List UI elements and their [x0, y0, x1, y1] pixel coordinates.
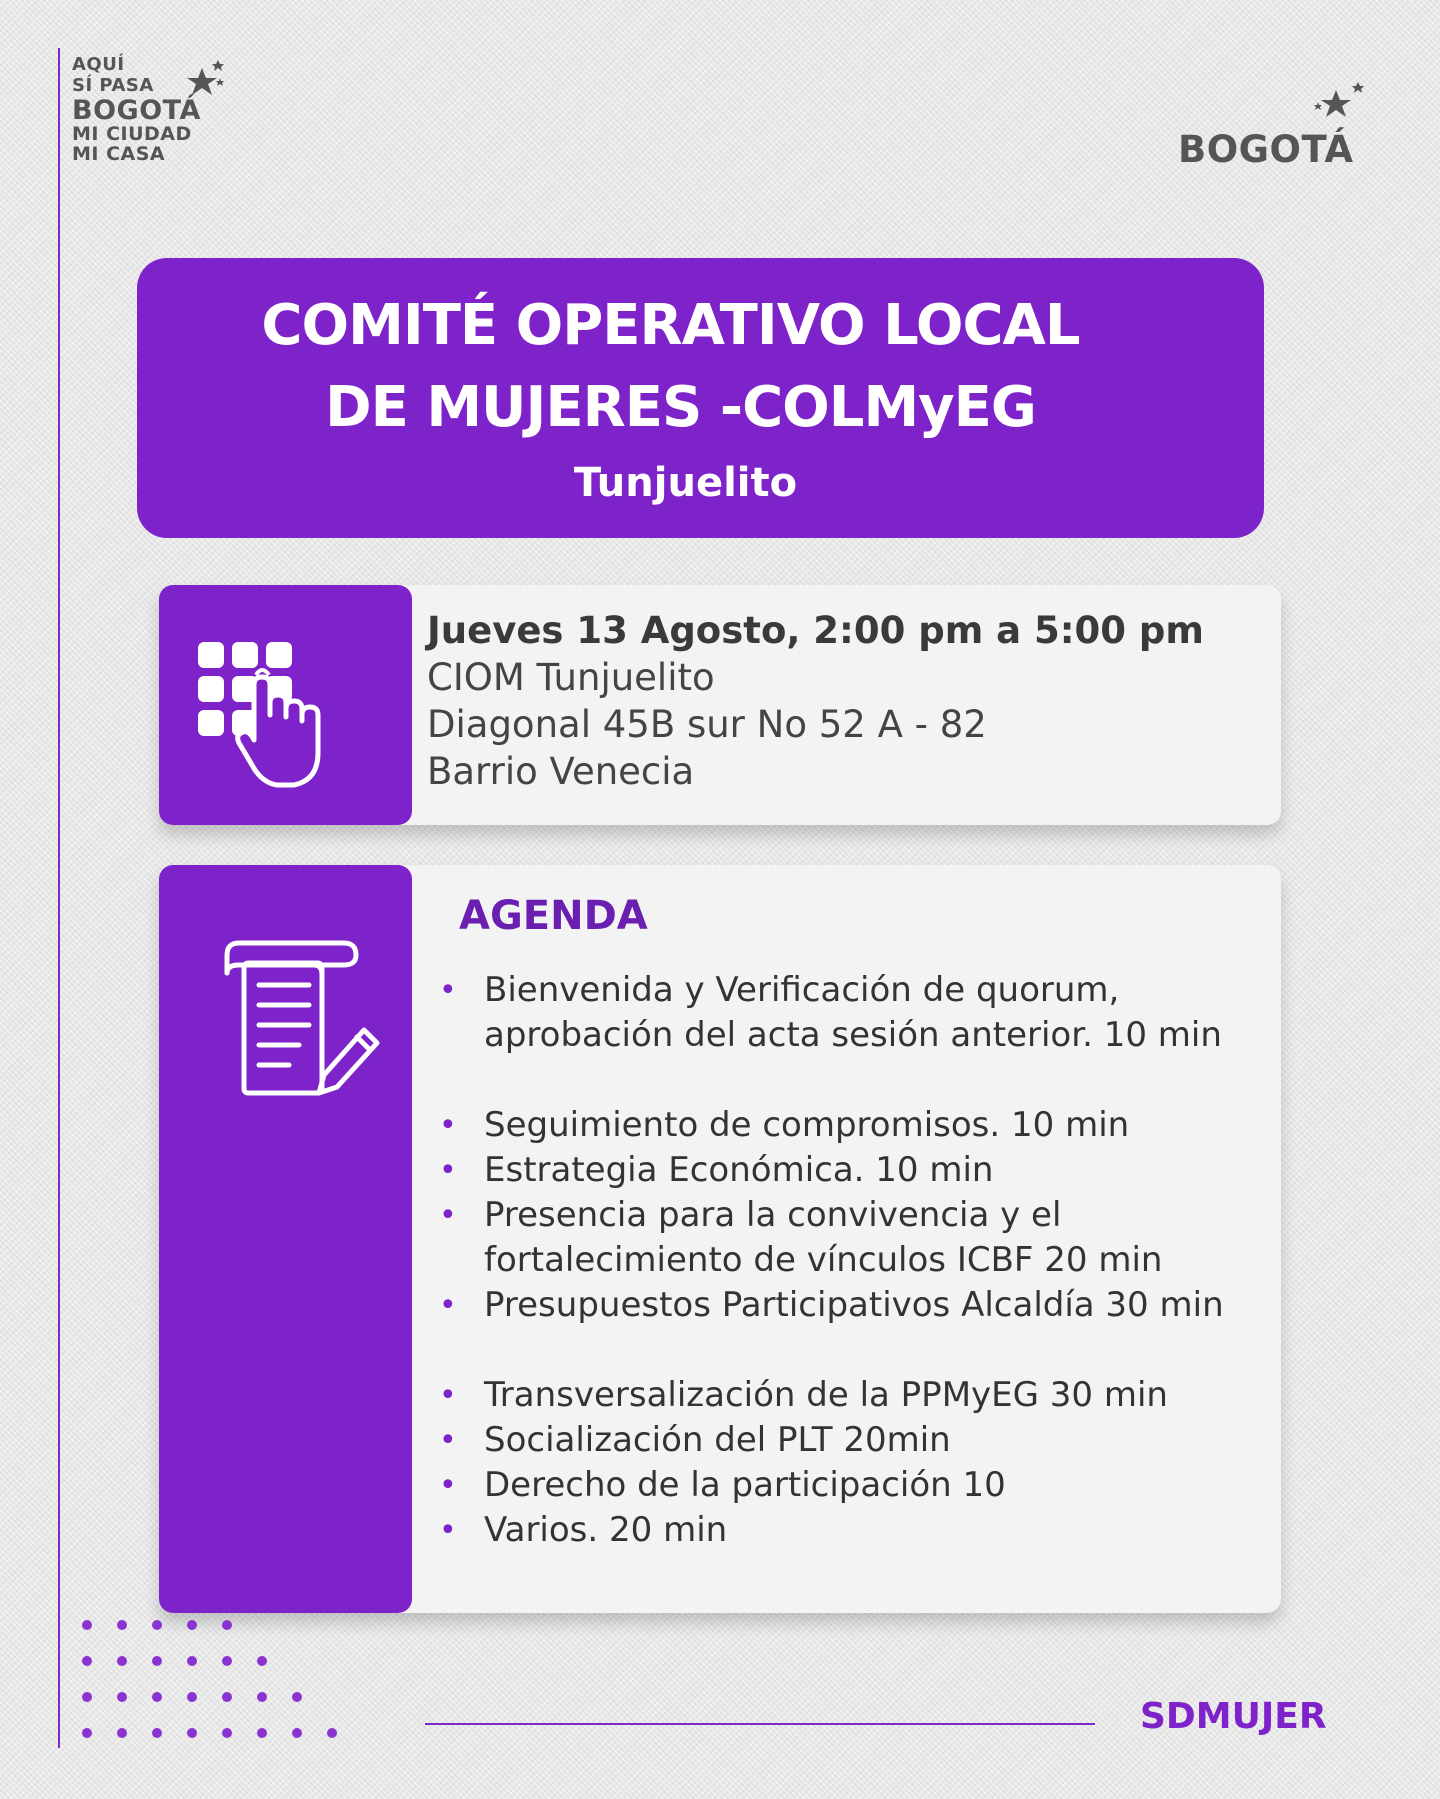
bullet: • — [439, 973, 457, 1008]
agenda-item-text: Varios. 20 min — [484, 1510, 728, 1550]
event-neighborhood: Barrio Venecia — [427, 750, 695, 793]
dot — [327, 1728, 337, 1738]
stars-icon — [1296, 80, 1376, 140]
event-card — [159, 585, 1281, 825]
dot — [152, 1728, 162, 1738]
dot — [82, 1620, 92, 1630]
bullet: • — [439, 1108, 457, 1143]
touch-keypad-icon — [159, 585, 412, 825]
dot — [152, 1692, 162, 1702]
dot — [222, 1620, 232, 1630]
agenda-item-text: Transversalización de la PPMyEG 30 min — [484, 1375, 1168, 1415]
dot — [117, 1620, 127, 1630]
dot — [292, 1728, 302, 1738]
logo-left-line5: MI CASA — [72, 143, 166, 165]
title-line2: DE MUJERES -COLMyEG — [325, 375, 1036, 440]
dot — [152, 1656, 162, 1666]
bullet: • — [439, 1423, 457, 1458]
bullet: • — [439, 1513, 457, 1548]
event-details — [427, 607, 1204, 795]
event-card-side — [159, 585, 412, 825]
bullet: • — [439, 1288, 457, 1323]
bullet: • — [439, 1378, 457, 1413]
footer-rule — [425, 1723, 1095, 1725]
dot — [222, 1656, 232, 1666]
title-subtitle: Tunjuelito — [573, 460, 798, 506]
decorative-dots — [82, 1620, 362, 1740]
agenda-item-text: Estrategia Económica. 10 min — [484, 1150, 994, 1190]
dot — [117, 1692, 127, 1702]
agenda-item-text: Presupuestos Participativos Alcaldía 30 min — [484, 1285, 1224, 1325]
agenda-item-text: Derecho de la participación 10 — [484, 1465, 1006, 1505]
dot — [257, 1692, 267, 1702]
logo-left-line3: BOGOTÁ — [72, 95, 201, 126]
bullet: • — [439, 1468, 457, 1503]
agenda-card-side — [159, 865, 412, 1613]
title-banner — [137, 258, 1264, 538]
title-line1: COMITÉ OPERATIVO LOCAL — [261, 293, 1080, 358]
dot — [222, 1692, 232, 1702]
dot — [187, 1620, 197, 1630]
dot — [187, 1692, 197, 1702]
agenda-card — [159, 865, 1281, 1613]
dot — [82, 1656, 92, 1666]
agenda-title: AGENDA — [459, 893, 648, 939]
agenda-item-text: Presencia para la convivencia y el fortalecimiento de vínculos ICBF 20 min — [484, 1195, 1163, 1280]
bullet: • — [439, 1198, 457, 1233]
document-pen-icon — [159, 865, 412, 1613]
event-address: Diagonal 45B sur No 52 A - 82 — [427, 703, 987, 746]
logo-left-line1: AQUÍ — [72, 54, 125, 75]
left-vertical-rule — [58, 48, 60, 1748]
event-when: Jueves 13 Agosto, 2:00 pm a 5:00 pm — [427, 609, 1204, 652]
bogota-logo — [1176, 80, 1376, 180]
dot — [82, 1728, 92, 1738]
dot — [187, 1728, 197, 1738]
dot — [187, 1656, 197, 1666]
aqui-si-pasa-logo — [72, 56, 242, 196]
agenda-item-text: Seguimiento de compromisos. 10 min — [484, 1105, 1130, 1145]
agenda-item-text: Bienvenida y Verificación de quorum, aprobación del acta sesión anterior. 10 min — [484, 970, 1222, 1055]
agenda-item-text: Socialización del PLT 20min — [484, 1420, 951, 1460]
bogota-logo-word: BOGOTÁ — [1178, 128, 1354, 171]
dot — [257, 1656, 267, 1666]
event-place: CIOM Tunjuelito — [427, 656, 715, 699]
dot — [117, 1656, 127, 1666]
stars-icon — [182, 56, 242, 146]
dot — [292, 1692, 302, 1702]
bullet: • — [439, 1153, 457, 1188]
logo-left-line2: SÍ PASA — [72, 75, 154, 96]
footer-label: SDMUJER — [1140, 1696, 1327, 1737]
logo-left-line4: MI CIUDAD — [72, 123, 192, 145]
dot — [222, 1728, 232, 1738]
dot — [152, 1620, 162, 1630]
dot — [117, 1728, 127, 1738]
dot — [257, 1728, 267, 1738]
dot — [82, 1692, 92, 1702]
